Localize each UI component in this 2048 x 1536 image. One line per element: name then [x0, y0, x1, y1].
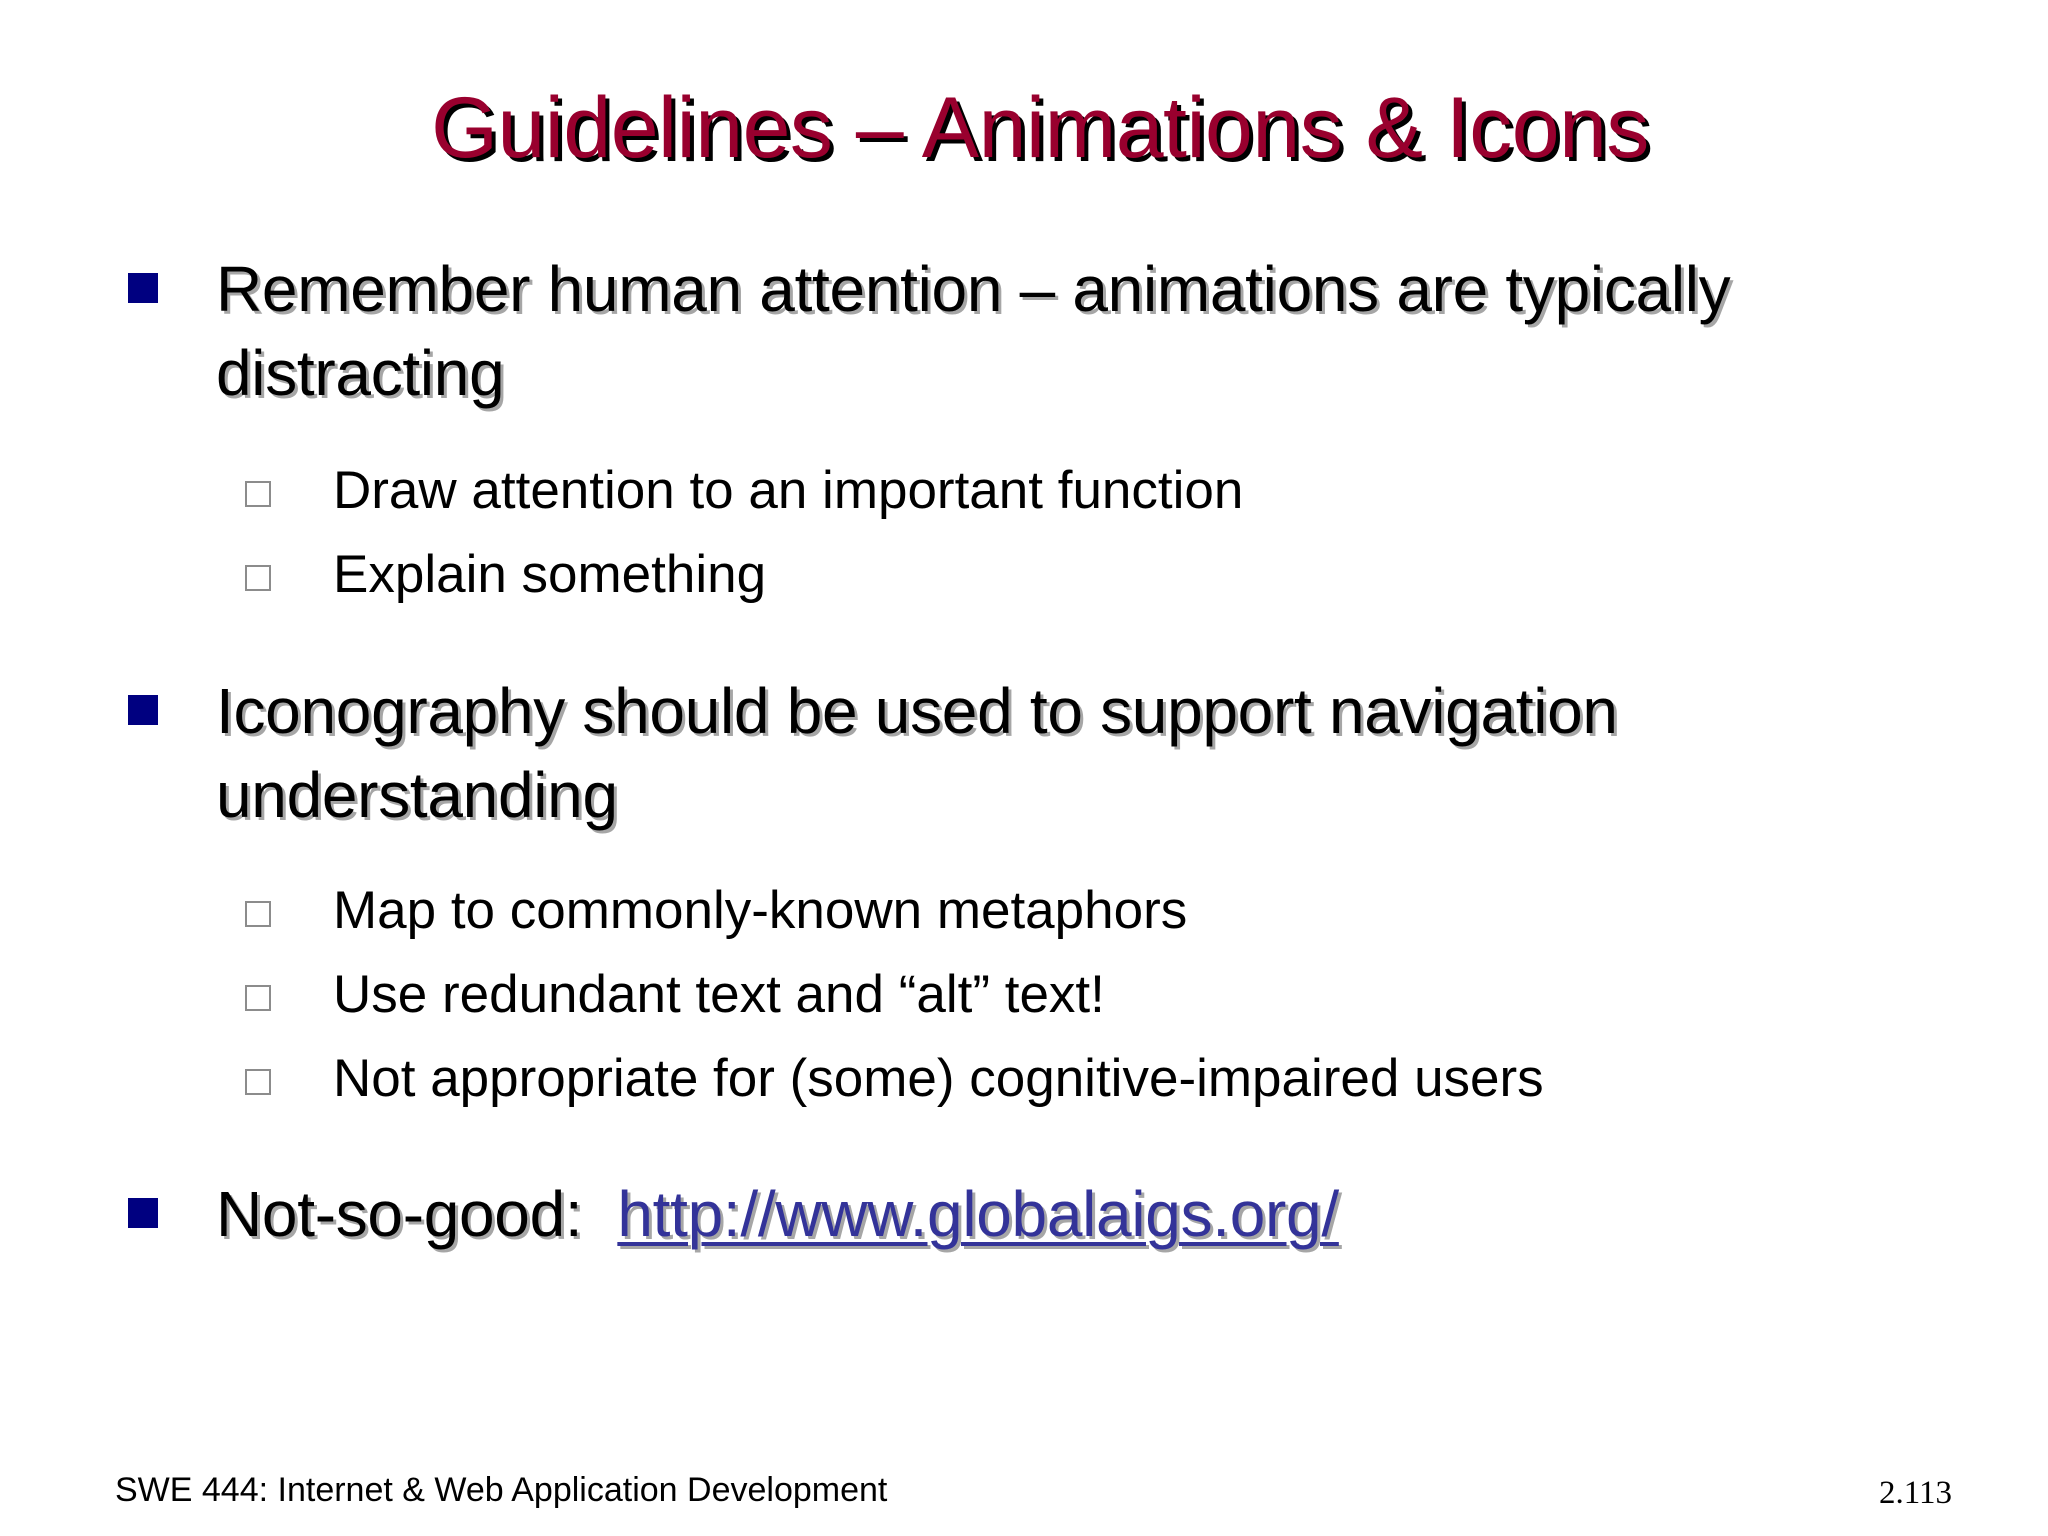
subitem-cognitive	[245, 1051, 2005, 1135]
globalaigs-link[interactable]: http://www.globalaigs.org/	[617, 1178, 1339, 1250]
bullet-text: Iconography should be used to support navigation understanding	[216, 675, 1618, 831]
filled-square-icon	[128, 1198, 158, 1228]
bullet-item-iconography	[128, 675, 1958, 857]
bullet-item-not-so-good	[128, 1178, 1958, 1280]
subitem-text: Use redundant text and “alt” text!	[333, 965, 1105, 1024]
bullet-text: Remember human attention – animations are typically distracting	[216, 253, 1731, 409]
hollow-square-icon	[245, 481, 271, 507]
bullet-text-line	[216, 1172, 1976, 1256]
subitem-text: Not appropriate for (some) cognitive-impaired users	[333, 1049, 1544, 1108]
subitem-text: Explain something	[333, 545, 767, 604]
hollow-square-icon	[245, 565, 271, 591]
subitem-text: Map to commonly-known metaphors	[333, 881, 1188, 940]
hollow-square-icon	[245, 985, 271, 1011]
slide-title: Guidelines – Animations & Icons	[431, 80, 1649, 176]
subitem-text: Draw attention to an important function	[333, 461, 1244, 520]
hollow-square-icon	[245, 1069, 271, 1095]
hollow-square-icon	[245, 901, 271, 927]
filled-square-icon	[128, 273, 158, 303]
subitem-explain	[245, 547, 2005, 631]
bullet-item-animations	[128, 253, 1958, 435]
slide-number: 2.113	[1878, 1475, 1952, 1511]
bullet-text: Not-so-good:	[216, 1178, 583, 1250]
filled-square-icon	[128, 695, 158, 725]
footer-course: SWE 444: Internet & Web Application Development	[115, 1471, 888, 1509]
